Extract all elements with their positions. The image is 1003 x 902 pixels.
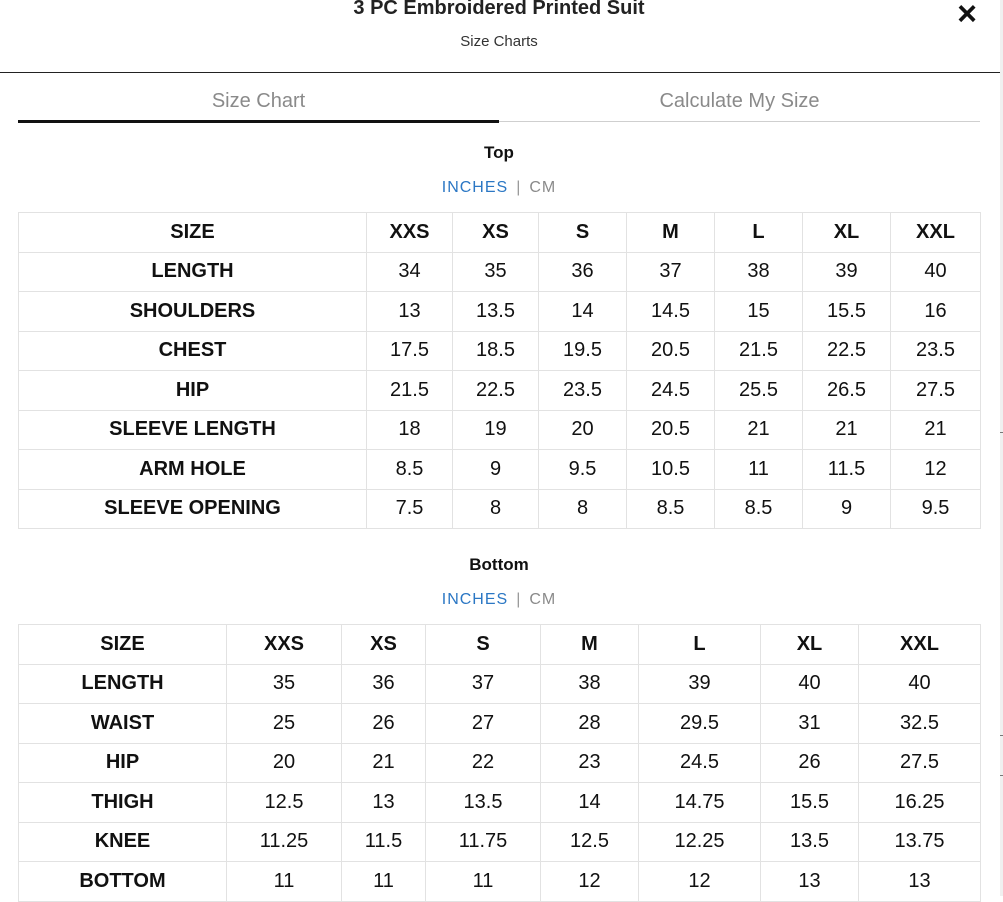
table-row [19, 704, 981, 744]
measurement-value: 40 [761, 664, 859, 704]
size-header-xxs: XXS [367, 213, 453, 253]
measurement-value: 13 [367, 292, 453, 332]
measurement-value: 12.5 [227, 783, 342, 823]
table-row [19, 450, 981, 490]
top-cm-toggle[interactable]: CM [529, 179, 557, 196]
measurement-label: ARM HOLE [19, 450, 367, 490]
measurement-label: SHOULDERS [19, 292, 367, 332]
measurement-label: BOTTOM [19, 862, 227, 902]
size-header-xl: XL [761, 625, 859, 665]
top-table-header-row [19, 213, 981, 253]
measurement-value: 19 [453, 410, 539, 450]
measurement-value: 21.5 [367, 371, 453, 411]
measurement-value: 11 [342, 862, 426, 902]
measurement-value: 14.5 [627, 292, 715, 332]
measurement-value: 11 [715, 450, 803, 490]
measurement-value: 40 [859, 664, 981, 704]
measurement-label: HIP [19, 371, 367, 411]
measurement-value: 13.75 [859, 822, 981, 862]
measurement-label: LENGTH [19, 664, 227, 704]
measurement-value: 31 [761, 704, 859, 744]
size-header-m: M [627, 213, 715, 253]
measurement-value: 22 [426, 743, 541, 783]
size-header-xl: XL [803, 213, 891, 253]
measurement-value: 13 [859, 862, 981, 902]
measurement-value: 16.25 [859, 783, 981, 823]
measurement-value: 11.25 [227, 822, 342, 862]
measurement-value: 39 [639, 664, 761, 704]
measurement-value: 22.5 [803, 331, 891, 371]
modal-subtitle: Size Charts [460, 33, 538, 50]
measurement-value: 16 [891, 292, 981, 332]
measurement-label: SLEEVE LENGTH [19, 410, 367, 450]
measurement-value: 11 [227, 862, 342, 902]
table-row [19, 331, 981, 371]
measurement-value: 23 [541, 743, 639, 783]
measurement-value: 27 [426, 704, 541, 744]
measurement-value: 20 [539, 410, 627, 450]
size-header-xxl: XXL [859, 625, 981, 665]
measurement-value: 9.5 [539, 450, 627, 490]
measurement-value: 15.5 [803, 292, 891, 332]
measurement-value: 32.5 [859, 704, 981, 744]
measurement-value: 38 [715, 252, 803, 292]
measurement-value: 36 [342, 664, 426, 704]
measurement-value: 13 [342, 783, 426, 823]
table-row [19, 292, 981, 332]
measurement-value: 13.5 [453, 292, 539, 332]
close-icon[interactable]: × [957, 0, 977, 33]
measurement-value: 8 [539, 489, 627, 529]
size-header-l: L [715, 213, 803, 253]
measurement-value: 21 [803, 410, 891, 450]
table-row [19, 783, 981, 823]
measurement-value: 20.5 [627, 410, 715, 450]
size-header-xs: XS [342, 625, 426, 665]
measurement-value: 17.5 [367, 331, 453, 371]
measurement-value: 14 [541, 783, 639, 823]
measurement-value: 27.5 [891, 371, 981, 411]
measurement-value: 34 [367, 252, 453, 292]
table-row [19, 862, 981, 902]
measurement-value: 7.5 [367, 489, 453, 529]
measurement-label: THIGH [19, 783, 227, 823]
measurement-value: 20 [227, 743, 342, 783]
top-size-table [18, 212, 981, 529]
measurement-value: 19.5 [539, 331, 627, 371]
measurement-value: 12.25 [639, 822, 761, 862]
measurement-value: 12 [541, 862, 639, 902]
measurement-label: WAIST [19, 704, 227, 744]
measurement-value: 23.5 [891, 331, 981, 371]
table-row [19, 410, 981, 450]
size-header-xxl: XXL [891, 213, 981, 253]
measurement-value: 9.5 [891, 489, 981, 529]
measurement-value: 13.5 [761, 822, 859, 862]
measurement-value: 14 [539, 292, 627, 332]
unit-separator: | [516, 179, 522, 196]
measurement-value: 12.5 [541, 822, 639, 862]
size-header-s: S [426, 625, 541, 665]
measurement-value: 21 [891, 410, 981, 450]
measurement-value: 11.5 [803, 450, 891, 490]
measurement-value: 27.5 [859, 743, 981, 783]
measurement-value: 29.5 [639, 704, 761, 744]
measurement-value: 25.5 [715, 371, 803, 411]
measurement-value: 26 [761, 743, 859, 783]
measurement-value: 13.5 [426, 783, 541, 823]
top-inches-toggle[interactable]: INCHES [441, 179, 509, 196]
bottom-unit-toggle [0, 591, 998, 609]
bottom-size-table [18, 624, 981, 902]
measurement-value: 14.75 [639, 783, 761, 823]
table-row [19, 664, 981, 704]
measurement-value: 10.5 [627, 450, 715, 490]
bottom-inches-toggle[interactable]: INCHES [441, 591, 509, 608]
modal-header [0, 0, 1000, 73]
measurement-value: 26 [342, 704, 426, 744]
measurement-value: 20.5 [627, 331, 715, 371]
measurement-value: 11 [426, 862, 541, 902]
measurement-value: 21 [715, 410, 803, 450]
table-row [19, 743, 981, 783]
measurement-value: 8.5 [367, 450, 453, 490]
size-column-header: SIZE [19, 625, 227, 665]
product-title: 3 PC Embroidered Printed Suit [353, 0, 645, 19]
measurement-value: 40 [891, 252, 981, 292]
measurement-value: 36 [539, 252, 627, 292]
measurement-value: 12 [639, 862, 761, 902]
measurement-value: 11.5 [342, 822, 426, 862]
measurement-value: 18 [367, 410, 453, 450]
measurement-value: 8.5 [715, 489, 803, 529]
table-row [19, 252, 981, 292]
measurement-value: 24.5 [639, 743, 761, 783]
measurement-label: LENGTH [19, 252, 367, 292]
measurement-value: 9 [453, 450, 539, 490]
table-row [19, 489, 981, 529]
measurement-value: 9 [803, 489, 891, 529]
size-header-xxs: XXS [227, 625, 342, 665]
bottom-section-title: Bottom [469, 555, 529, 574]
measurement-value: 35 [227, 664, 342, 704]
measurement-value: 37 [426, 664, 541, 704]
unit-separator: | [516, 591, 522, 608]
measurement-value: 24.5 [627, 371, 715, 411]
measurement-label: SLEEVE OPENING [19, 489, 367, 529]
tab-size-chart[interactable]: Size Chart [18, 86, 499, 121]
size-column-header: SIZE [19, 213, 367, 253]
measurement-value: 21 [342, 743, 426, 783]
tab-calculate-my-size[interactable]: Calculate My Size [659, 90, 820, 112]
top-unit-toggle [0, 179, 998, 197]
measurement-value: 37 [627, 252, 715, 292]
measurement-value: 25 [227, 704, 342, 744]
measurement-value: 22.5 [453, 371, 539, 411]
bottom-cm-toggle[interactable]: CM [529, 591, 557, 608]
measurement-value: 15.5 [761, 783, 859, 823]
measurement-value: 11.75 [426, 822, 541, 862]
measurement-value: 15 [715, 292, 803, 332]
bottom-table-header-row [19, 625, 981, 665]
measurement-label: HIP [19, 743, 227, 783]
measurement-value: 18.5 [453, 331, 539, 371]
measurement-value: 26.5 [803, 371, 891, 411]
top-section-title: Top [484, 143, 514, 162]
measurement-value: 39 [803, 252, 891, 292]
size-header-m: M [541, 625, 639, 665]
measurement-label: KNEE [19, 822, 227, 862]
measurement-value: 12 [891, 450, 981, 490]
size-header-xs: XS [453, 213, 539, 253]
measurement-value: 8.5 [627, 489, 715, 529]
table-row [19, 822, 981, 862]
measurement-value: 28 [541, 704, 639, 744]
measurement-value: 23.5 [539, 371, 627, 411]
size-header-s: S [539, 213, 627, 253]
table-row [19, 371, 981, 411]
measurement-value: 35 [453, 252, 539, 292]
measurement-value: 8 [453, 489, 539, 529]
measurement-value: 21.5 [715, 331, 803, 371]
size-header-l: L [639, 625, 761, 665]
tab-bar [18, 86, 980, 122]
measurement-value: 38 [541, 664, 639, 704]
measurement-label: CHEST [19, 331, 367, 371]
measurement-value: 13 [761, 862, 859, 902]
